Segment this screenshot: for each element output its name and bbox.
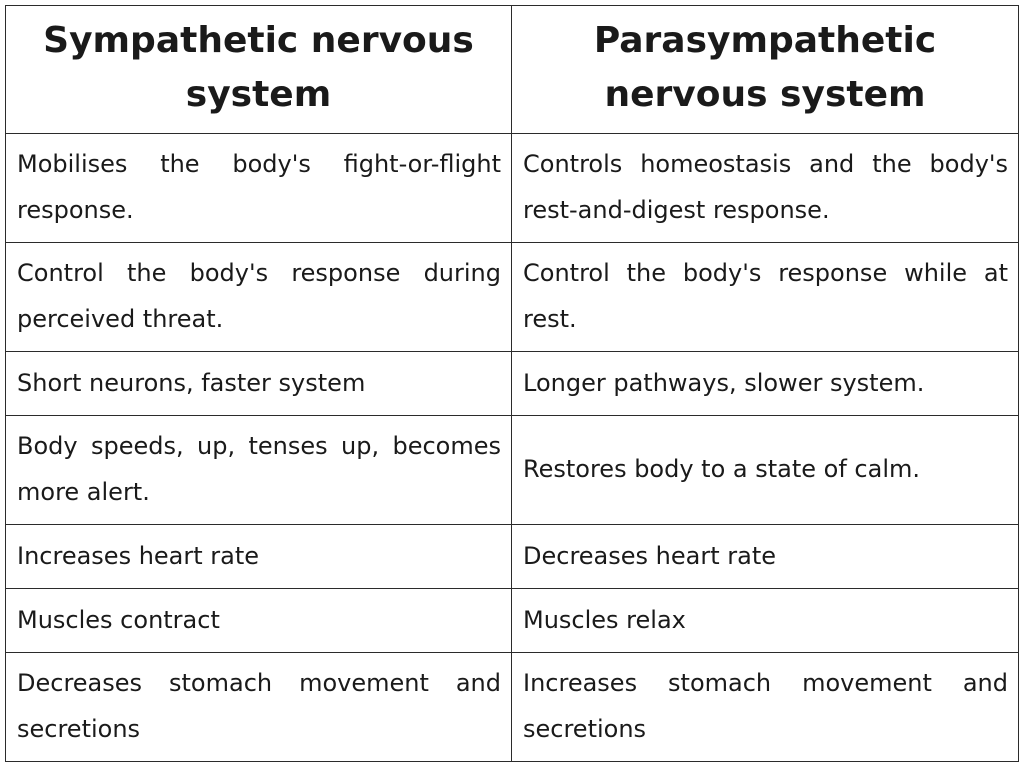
cell-parasympathetic: Muscles relax	[512, 589, 1019, 653]
table-row	[6, 653, 1019, 762]
table-row	[6, 352, 1019, 416]
cell-sympathetic: Increases heart rate	[6, 525, 512, 589]
header-sympathetic: Sympathetic nervous system	[6, 6, 512, 134]
table-row	[6, 416, 1019, 525]
header-parasympathetic: Parasympathetic nervous system	[512, 6, 1019, 134]
cell-parasympathetic: Restores body to a state of calm.	[512, 416, 1019, 525]
table-row	[6, 525, 1019, 589]
cell-parasympathetic: Control the body's response while at rest.	[512, 243, 1019, 352]
header-row	[6, 6, 1019, 134]
cell-sympathetic: Muscles contract	[6, 589, 512, 653]
cell-sympathetic: Mobilises the body's fight-or-flight response.	[6, 134, 512, 243]
cell-parasympathetic: Increases stomach movement and secretions	[512, 653, 1019, 762]
table-row	[6, 134, 1019, 243]
cell-sympathetic: Short neurons, faster system	[6, 352, 512, 416]
cell-sympathetic: Body speeds, up, tenses up, becomes more alert.	[6, 416, 512, 525]
table-header	[6, 6, 1019, 134]
cell-parasympathetic: Longer pathways, slower system.	[512, 352, 1019, 416]
table-row	[6, 589, 1019, 653]
cell-sympathetic: Decreases stomach movement and secretions	[6, 653, 512, 762]
table-body	[6, 134, 1019, 762]
cell-sympathetic: Control the body's response during perceived threat.	[6, 243, 512, 352]
cell-parasympathetic: Controls homeostasis and the body's rest-and-digest response.	[512, 134, 1019, 243]
table-row	[6, 243, 1019, 352]
cell-parasympathetic: Decreases heart rate	[512, 525, 1019, 589]
comparison-table	[5, 5, 1019, 762]
